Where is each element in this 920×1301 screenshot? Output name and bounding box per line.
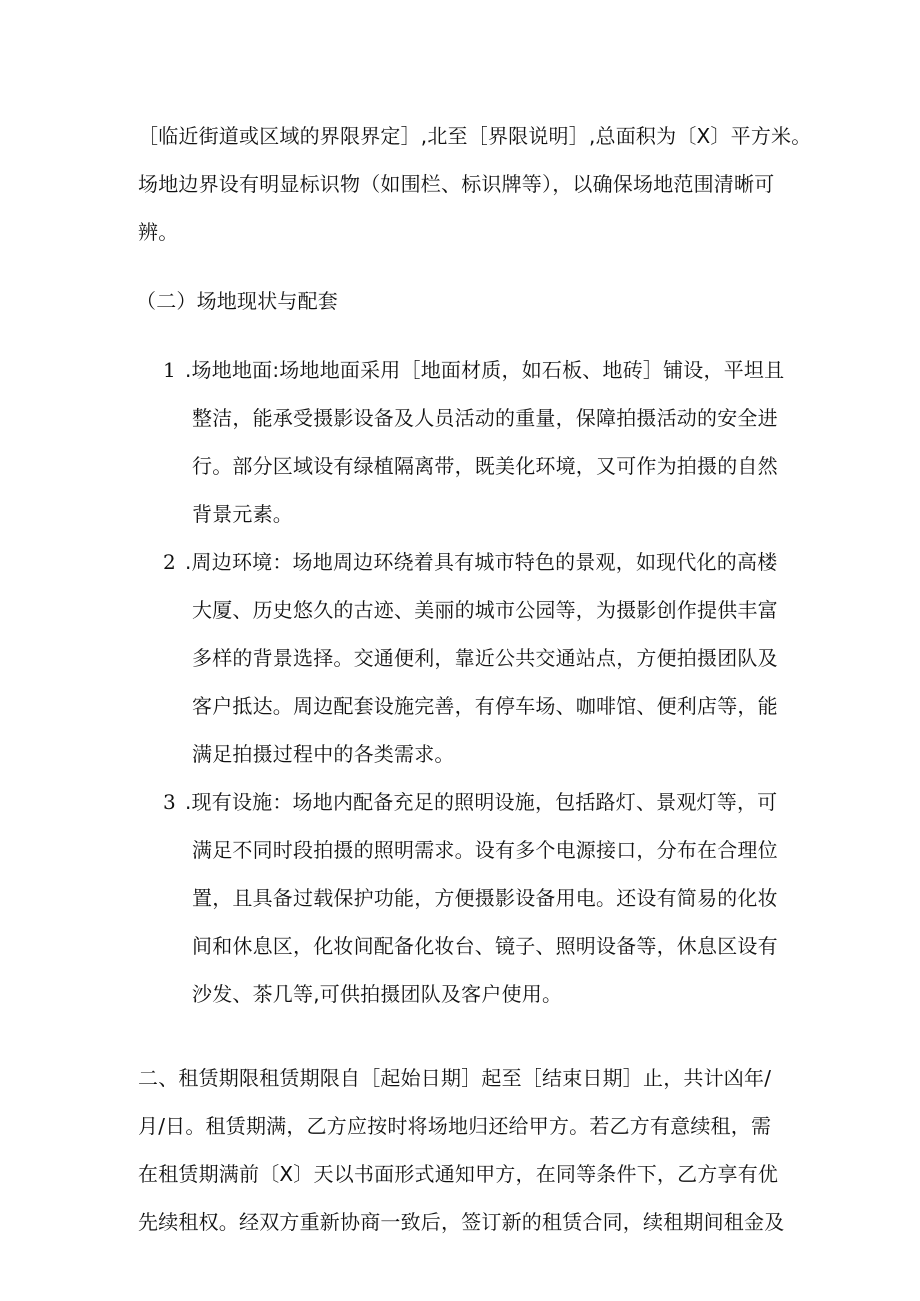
list-item-2-line-4: 客户抵达。周边配套设施完善，有停车场、咖啡馆、便利店等，能 — [192, 694, 778, 718]
list-item-3-line-4: 间和休息区，化妆间配备化妆台、镜子、照明设备等，休息区设有 — [192, 934, 778, 958]
list-item-2-line-3: 多样的背景选择。交通便利，靠近公共交通站点，方便拍摄团队及 — [192, 646, 778, 670]
section-heading: （二）场地现状与配套 — [136, 289, 338, 313]
list-item-number: 3 — [163, 790, 176, 814]
list-item-3-line-2: 满足不同时段拍摄的照明需求。设有多个电源接口，分布在合理位 — [192, 838, 778, 862]
list-item-1 — [163, 356, 784, 384]
list-item-1-line-4: 背景元素。 — [192, 502, 293, 526]
list-item-2-line-2: 大厦、历史悠久的古迹、美丽的城市公园等，为摄影创作提供丰富 — [192, 598, 778, 622]
list-item-text: .场地地面:场地地面采用［地面材质，如石板、地砖］铺设，平坦且 — [185, 358, 785, 382]
list-item-3-line-3: 置，且具备过载保护功能，方便摄影设备用电。还设有简易的化妆 — [192, 886, 778, 910]
section-two-line-4: 先续租权。经双方重新协商一致后，签订新的租赁合同，续租期间租金及 — [138, 1210, 785, 1234]
list-item-number: 1 — [163, 358, 176, 382]
list-item-3-line-5: 沙发、茶几等,可供拍摄团队及客户使用。 — [192, 982, 563, 1006]
intro-line-1: ［临近街道或区域的界限界定］,北至［界限说明］,总面积为〔X〕平方米。 — [138, 124, 812, 148]
list-item-1-line-3: 行。部分区域设有绿植隔离带，既美化环境，又可作为拍摄的自然 — [192, 454, 778, 478]
section-two-line-2: 月/日。租赁期满，乙方应按时将场地归还给甲方。若乙方有意续租，需 — [138, 1114, 772, 1138]
list-item-number: 2 — [163, 550, 176, 574]
list-item-1-line-2: 整洁，能承受摄影设备及人员活动的重量，保障拍摄活动的安全进 — [192, 406, 778, 430]
list-item-3 — [163, 788, 777, 816]
list-item-2-line-5: 满足拍摄过程中的各类需求。 — [192, 742, 455, 766]
list-item-text: .现有设施：场地内配备充足的照明设施，包括路灯、景观灯等，可 — [185, 790, 778, 814]
list-item-2 — [163, 548, 777, 576]
intro-line-2: 场地边界设有明显标识物（如围栏、标识牌等），以确保场地范围清晰可 — [138, 172, 775, 196]
intro-line-3: 辨。 — [138, 220, 179, 244]
section-two-line-3: 在租赁期满前〔X〕天以书面形式通知甲方，在同等条件下，乙方享有优 — [138, 1162, 779, 1186]
section-two-line-1: 二、租赁期限租赁期限自［起始日期］起至［结束日期］止，共计凶年/ — [138, 1066, 772, 1090]
list-item-text: .周边环境：场地周边环绕着具有城市特色的景观，如现代化的高楼 — [185, 550, 778, 574]
